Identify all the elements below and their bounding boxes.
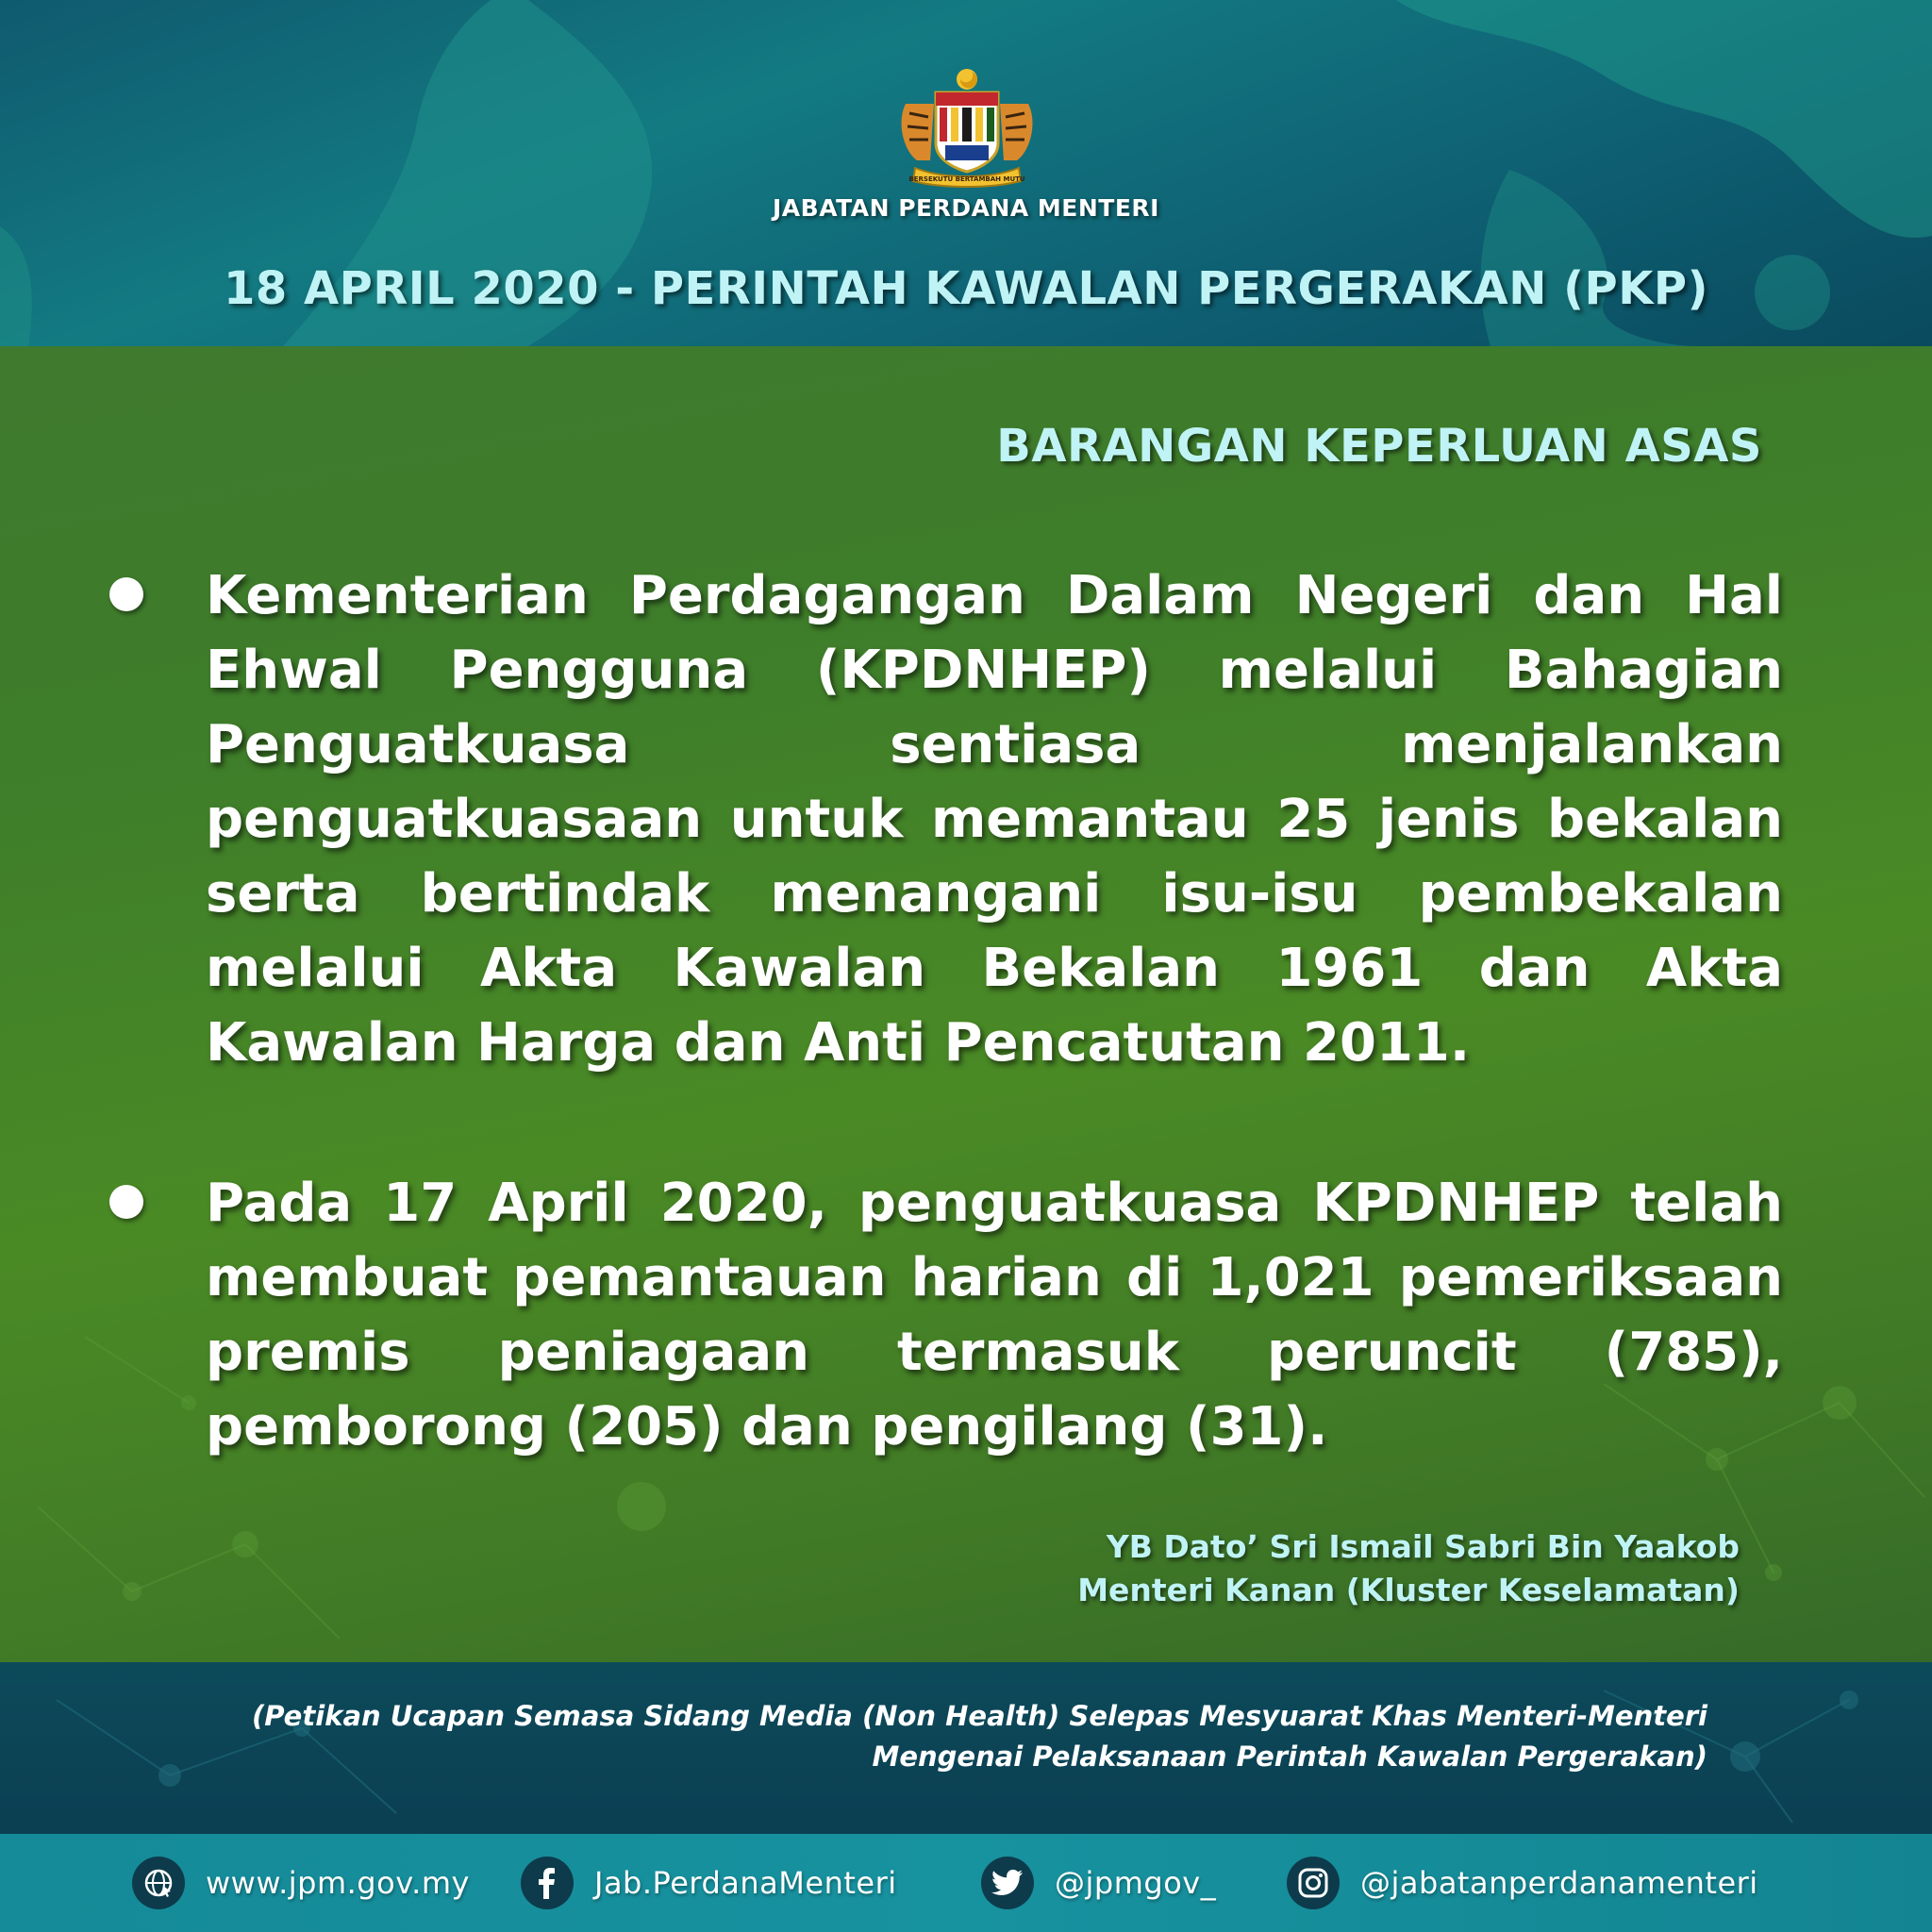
instagram-link[interactable]	[1287, 1857, 1758, 1909]
source-note-line-1: (Petikan Ucapan Semasa Sidang Media (Non Health) Selepas Mesyuarat Khas Menteri-Menteri	[251, 1700, 1707, 1732]
source-note-band	[0, 1662, 1932, 1834]
instagram-label: @jabatanperdanamenteri	[1360, 1865, 1758, 1901]
facebook-link[interactable]	[521, 1857, 897, 1909]
twitter-link[interactable]	[981, 1857, 1216, 1909]
bullet-paragraph-1: Kementerian Perdagangan Dalam Negeri dan Hal Ehwal Pengguna (KPDNHEP) melalui Bahagian Penguatkuasa sentiasa menjalankan penguatkuasaan untuk memantau 25 jenis bekalan serta bertindak menangani isu-isu pembekalan melalui Akta Kawalan Bekalan 1961 dan Akta Kawalan Harga dan Anti Pencatutan 2011.	[206, 565, 1783, 1074]
bullet-paragraph-2: Pada 17 April 2020, penguatkuasa KPDNHEP telah membuat pemantauan harian di 1,021 pemeriksaan premis peniagaan termasuk peruncit (785), pemborong (205) dan pengilang (31).	[206, 1173, 1783, 1457]
twitter-icon	[981, 1857, 1034, 1909]
source-note	[189, 1696, 1707, 1777]
twitter-label: @jpmgov_	[1055, 1865, 1217, 1901]
globe-icon	[132, 1857, 185, 1909]
facebook-icon	[521, 1857, 574, 1909]
page-title: 18 APRIL 2020 - PERINTAH KAWALAN PERGERAKAN (PKP)	[223, 262, 1709, 315]
section-heading: BARANGAN KEPERLUAN ASAS	[996, 420, 1762, 473]
website-link[interactable]	[132, 1857, 470, 1909]
bullet-dot	[109, 577, 143, 611]
header-band	[0, 0, 1932, 346]
bullet-dot	[109, 1185, 143, 1219]
speaker-name: YB Dato’ Sri Ismail Sabri Bin Yaakob	[1106, 1528, 1740, 1565]
source-note-line-2: Mengenai Pelaksanaan Perintah Kawalan Pergerakan)	[872, 1740, 1707, 1773]
crest-motto: BERSEKUTU BERTAMBAH MUTU	[908, 175, 1025, 183]
content-panel	[0, 346, 1932, 1662]
organization-name: JABATAN PERDANA MENTERI	[773, 194, 1159, 222]
coat-of-arms-logo	[887, 66, 1047, 189]
speaker-title: Menteri Kanan (Kluster Keselamatan)	[1077, 1572, 1740, 1608]
instagram-icon	[1287, 1857, 1340, 1909]
facebook-label: Jab.PerdanaMenteri	[594, 1865, 897, 1901]
social-bar	[0, 1834, 1932, 1932]
website-label: www.jpm.gov.my	[206, 1865, 470, 1901]
